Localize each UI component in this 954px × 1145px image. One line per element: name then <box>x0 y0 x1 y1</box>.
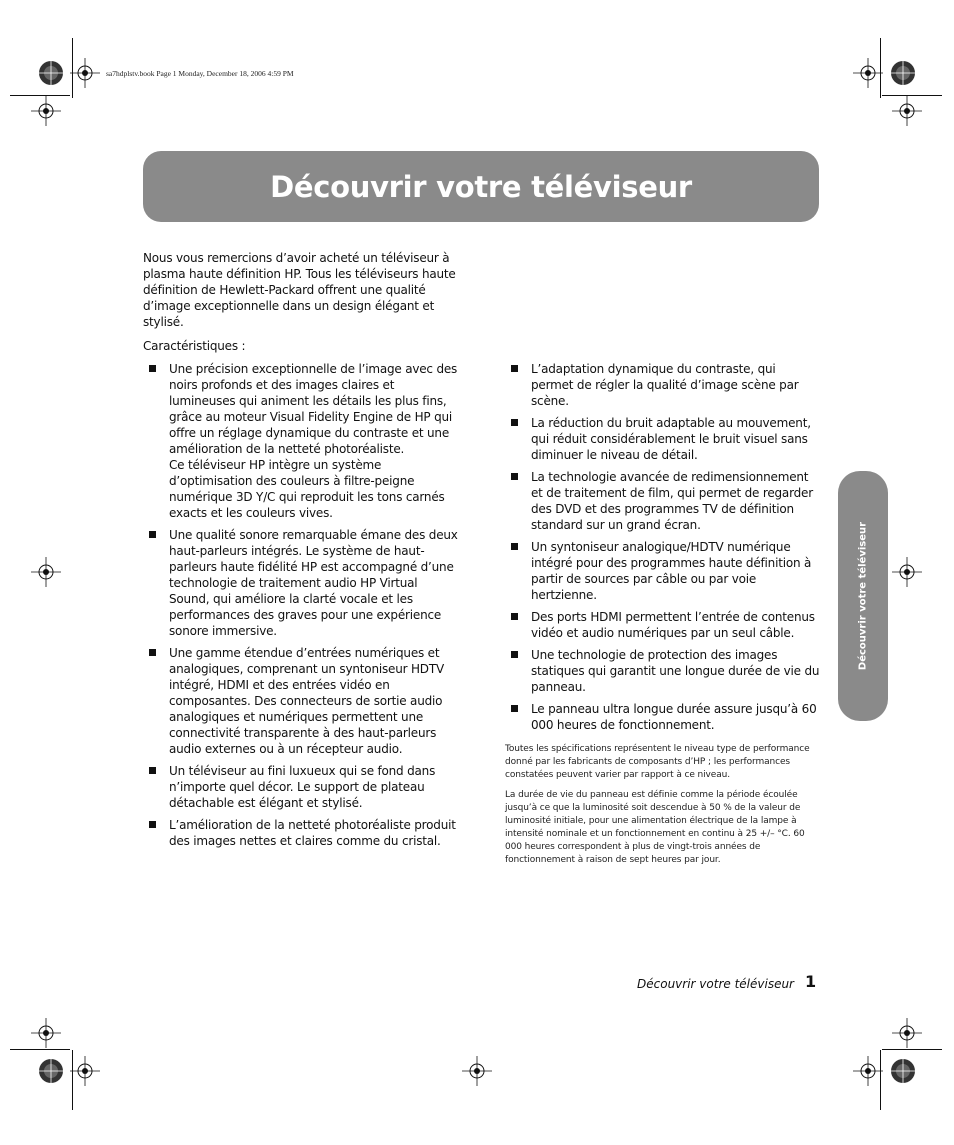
crosshair-mark-bottom-left <box>70 1056 100 1086</box>
list-item <box>143 817 458 849</box>
chapter-side-tab <box>838 471 888 721</box>
bullet-square-icon <box>511 419 518 426</box>
footnote: Toutes les spécifications représentent le niveau type de performance donné par les fabricants de composants d’HP ; les performances constatées peuvent varier par rapport à ce niveau. <box>505 744 810 780</box>
registration-mark-bottom-left <box>36 1056 66 1086</box>
bullet-text: La réduction du bruit adaptable au mouvement, qui réduit considérablement le bruit visuel sans diminuer le niveau de détail. <box>531 416 811 462</box>
trim-line <box>882 95 942 96</box>
bullet-square-icon <box>511 651 518 658</box>
bullet-text: L’adaptation dynamique du contraste, qui permet de régler la qualité d’image scène par scène. <box>531 362 799 408</box>
bullet-square-icon <box>149 531 156 538</box>
list-item <box>143 763 458 811</box>
trim-line <box>72 1050 73 1110</box>
page-number: 1 <box>805 972 817 991</box>
crosshair-mark-bottom-right-upper <box>892 1018 922 1048</box>
bullet-square-icon <box>149 821 156 828</box>
bullet-square-icon <box>511 705 518 712</box>
page-title: Découvrir votre téléviseur <box>270 169 692 204</box>
crosshair-mark-bottom-right <box>853 1056 883 1086</box>
registration-mark-top-right <box>888 58 918 88</box>
title-banner <box>143 151 819 222</box>
bullet-text: Une précision exceptionnelle de l’image avec des noirs profonds et des images claires et lumineuses qui animent les détails les plus fins, grâce au moteur Visual Fidelity Engine de HP qui offre un réglage dynamique du contraste et une amélioration de la netteté photoréaliste. Ce téléviseur HP intègre un système d’optimisation des couleurs à filtre-peigne numérique 3D Y/C qui reproduit les tons carnés exacts et les couleurs vives. <box>169 362 458 520</box>
trim-line <box>880 1050 881 1110</box>
bullet-text: L’amélioration de la netteté photoréaliste produit des images nettes et claires comme du cristal. <box>169 818 456 848</box>
list-item <box>505 609 820 641</box>
bullet-square-icon <box>511 613 518 620</box>
trim-line <box>10 1049 70 1050</box>
crosshair-mark-top-left-lower <box>31 96 61 126</box>
list-item <box>505 469 820 533</box>
list-item <box>143 527 458 639</box>
trim-line <box>880 38 881 98</box>
list-item <box>143 645 458 757</box>
bullet-text: Un syntoniseur analogique/HDTV numérique intégré pour des programmes haute définition à partir de sources par câble ou par voie hertzienne. <box>531 540 812 602</box>
right-column <box>505 361 820 874</box>
list-item <box>143 361 458 521</box>
crosshair-mark-left-middle <box>31 557 61 587</box>
crosshair-mark-right-middle <box>892 557 922 587</box>
footnote: La durée de vie du panneau est définie comme la période écoulée jusqu’à ce que la luminosité soit descendue à 50 % de la valeur de luminosité initiale, pour une alimentation électrique de la lampe à intensité nominale et un fonctionnement en continu à 25 +/– °C. 60 000 heures correspondent à plus de vingt-trois années de fonctionnement à raison de sept heures par jour. <box>505 790 805 865</box>
crosshair-mark-top-right-lower <box>892 96 922 126</box>
crosshair-mark-bottom-center <box>462 1056 492 1086</box>
bullet-square-icon <box>511 473 518 480</box>
bullet-text: Le panneau ultra longue durée assure jusqu’à 60 000 heures de fonctionnement. <box>531 702 817 732</box>
bullet-square-icon <box>149 649 156 656</box>
bullet-text: Une technologie de protection des images statiques qui garantit une longue durée de vie du panneau. <box>531 648 820 694</box>
list-item <box>505 647 820 695</box>
side-tab-label: Découvrir votre téléviseur <box>857 521 869 671</box>
bullet-square-icon <box>149 767 156 774</box>
registration-mark-bottom-right <box>888 1056 918 1086</box>
bullet-text: Une qualité sonore remarquable émane des deux haut-parleurs intégrés. Le système de haut-parleurs haute fidélité HP est accompagné d’une technologie de traitement audio HP Virtual Sound, qui améliore la clarté vocale et les performances des graves pour une expérience sonore immersive. <box>169 528 458 638</box>
trim-line <box>72 38 73 98</box>
print-header: sa7hdplstv.book Page 1 Monday, December 18, 2006 4:59 PM <box>106 69 294 78</box>
list-item <box>505 539 820 603</box>
crosshair-mark-top-left <box>70 58 100 88</box>
list-item <box>505 415 820 463</box>
registration-mark-top-left <box>36 58 66 88</box>
bullet-square-icon <box>511 365 518 372</box>
crosshair-mark-top-right <box>853 58 883 88</box>
footer-chapter-title: Découvrir votre téléviseur <box>637 977 794 991</box>
bullet-square-icon <box>149 365 156 372</box>
list-item <box>505 701 820 733</box>
bullet-text: Une gamme étendue d’entrées numériques et analogiques, comprenant un syntoniseur HDTV intégré, HDMI et des entrées vidéo en composantes. Des connecteurs de sortie audio analogiques et numériques permettent une connectivité transparente à des haut-parleurs audio externes ou à un récepteur audio. <box>169 646 444 756</box>
left-column <box>143 361 458 855</box>
intro-section <box>143 250 458 362</box>
trim-line <box>882 1049 942 1050</box>
features-label: Caractéristiques : <box>143 339 246 353</box>
intro-paragraph: Nous vous remercions d’avoir acheté un téléviseur à plasma haute définition HP. Tous les téléviseurs haute définition de Hewlett-Packard offrent une qualité d’image exceptionnelle dans un design élégant et stylisé. <box>143 251 456 329</box>
bullet-text: La technologie avancée de redimensionnement et de traitement de film, qui permet de regarder des DVD et des programmes TV de définition standard sur un grand écran. <box>531 470 813 532</box>
left-feature-list <box>143 361 458 849</box>
bullet-text: Des ports HDMI permettent l’entrée de contenus vidéo et audio numériques par un seul câble. <box>531 610 815 640</box>
crosshair-mark-bottom-left-upper <box>31 1018 61 1048</box>
trim-line <box>10 95 70 96</box>
right-feature-list <box>505 361 820 733</box>
bullet-square-icon <box>511 543 518 550</box>
footnotes <box>505 743 820 867</box>
list-item <box>505 361 820 409</box>
bullet-text: Un téléviseur au fini luxueux qui se fond dans n’importe quel décor. Le support de plateau détachable est élégant et stylisé. <box>169 764 436 810</box>
